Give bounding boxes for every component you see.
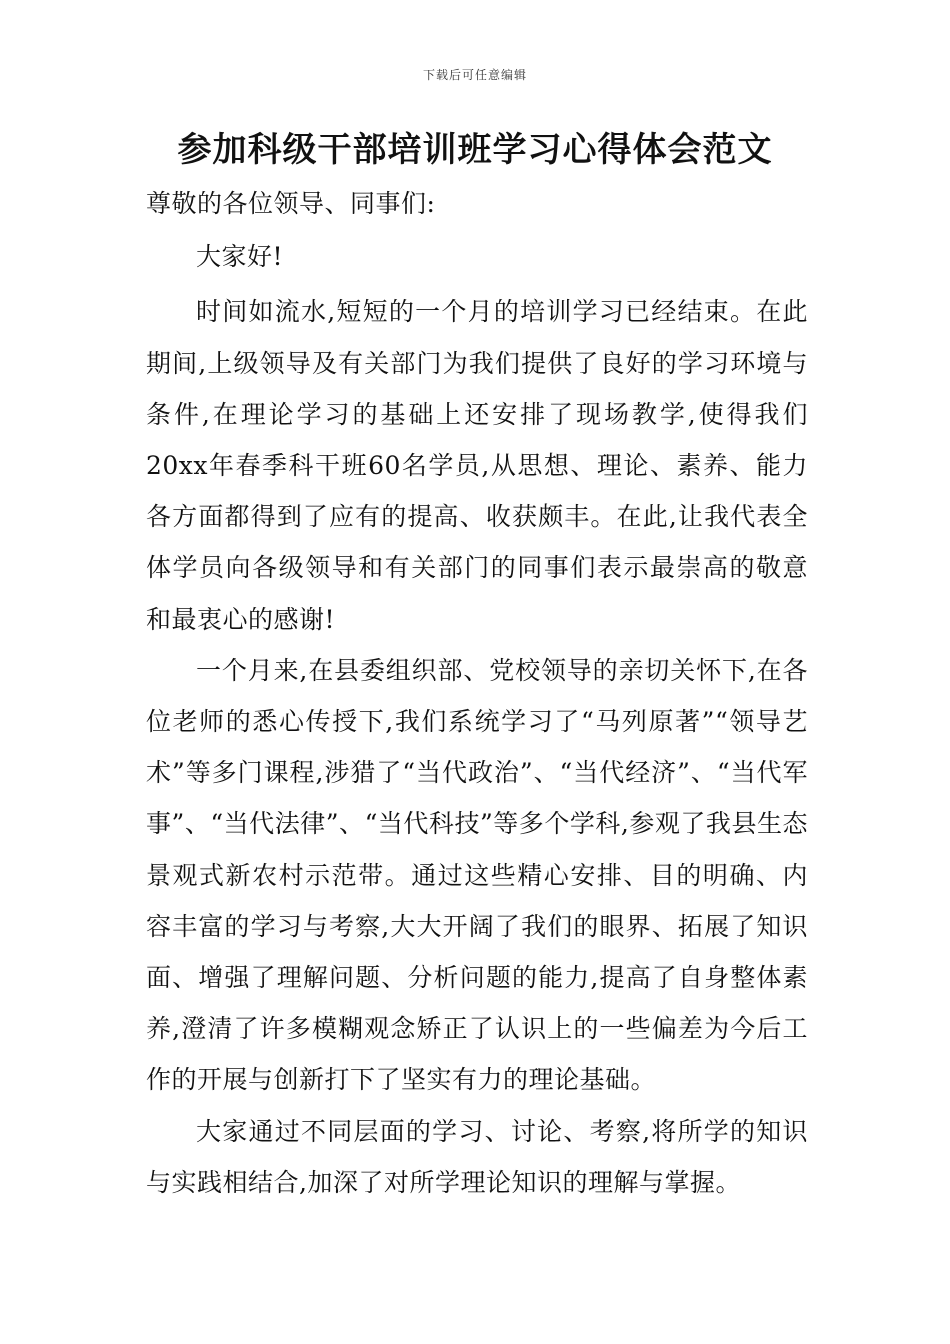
greeting: 大家好! <box>196 242 284 272</box>
paragraph: 一个月来,在县委组织部、党校领导的亲切关怀下,在各位老师的悉心传授下,我们系统学习了“马列原著”“领导艺术”等多门课程,涉猎了“当代政治”、“当代经济”、“当代军事”、“当代法律”、“当代科技”等多个学科,参观了我县生态景观式新农村示范带。通过这些精心安排、目的明确、内容丰富的学习与考察,大大开阔了我们的眼界、拓展了知识面、增强了理解问题、分析问题的能力,提高了自身整体素养,澄清了许多模糊观念矫正了认识上的一些偏差为今后工作的开展与创新打下了坚实有力的理论基础。 <box>146 655 808 1095</box>
document-title: 参加科级干部培训班学习心得体会范文 <box>177 130 773 170</box>
salutation: 尊敬的各位领导、同事们: <box>146 189 436 218</box>
paragraph: 大家通过不同层面的学习、讨论、考察,将所学的知识与实践相结合,加深了对所学理论知识的理解与掌握。 <box>146 1116 808 1197</box>
header-note: 下载后可任意编辑 <box>422 68 527 82</box>
document-body <box>146 178 808 1208</box>
paragraph: 时间如流水,短短的一个月的培训学习已经结束。在此期间,上级领导及有关部门为我们提供了良好的学习环境与条件,在理论学习的基础上还安排了现场教学,使得我们20xx年春季科干班60名学员,从思想、理论、素养、能力各方面都得到了应有的提高、收获颇丰。在此,让我代表全体学员向各级领导和有关部门的同事们表示最崇高的敬意和最衷心的感谢! <box>146 297 808 634</box>
